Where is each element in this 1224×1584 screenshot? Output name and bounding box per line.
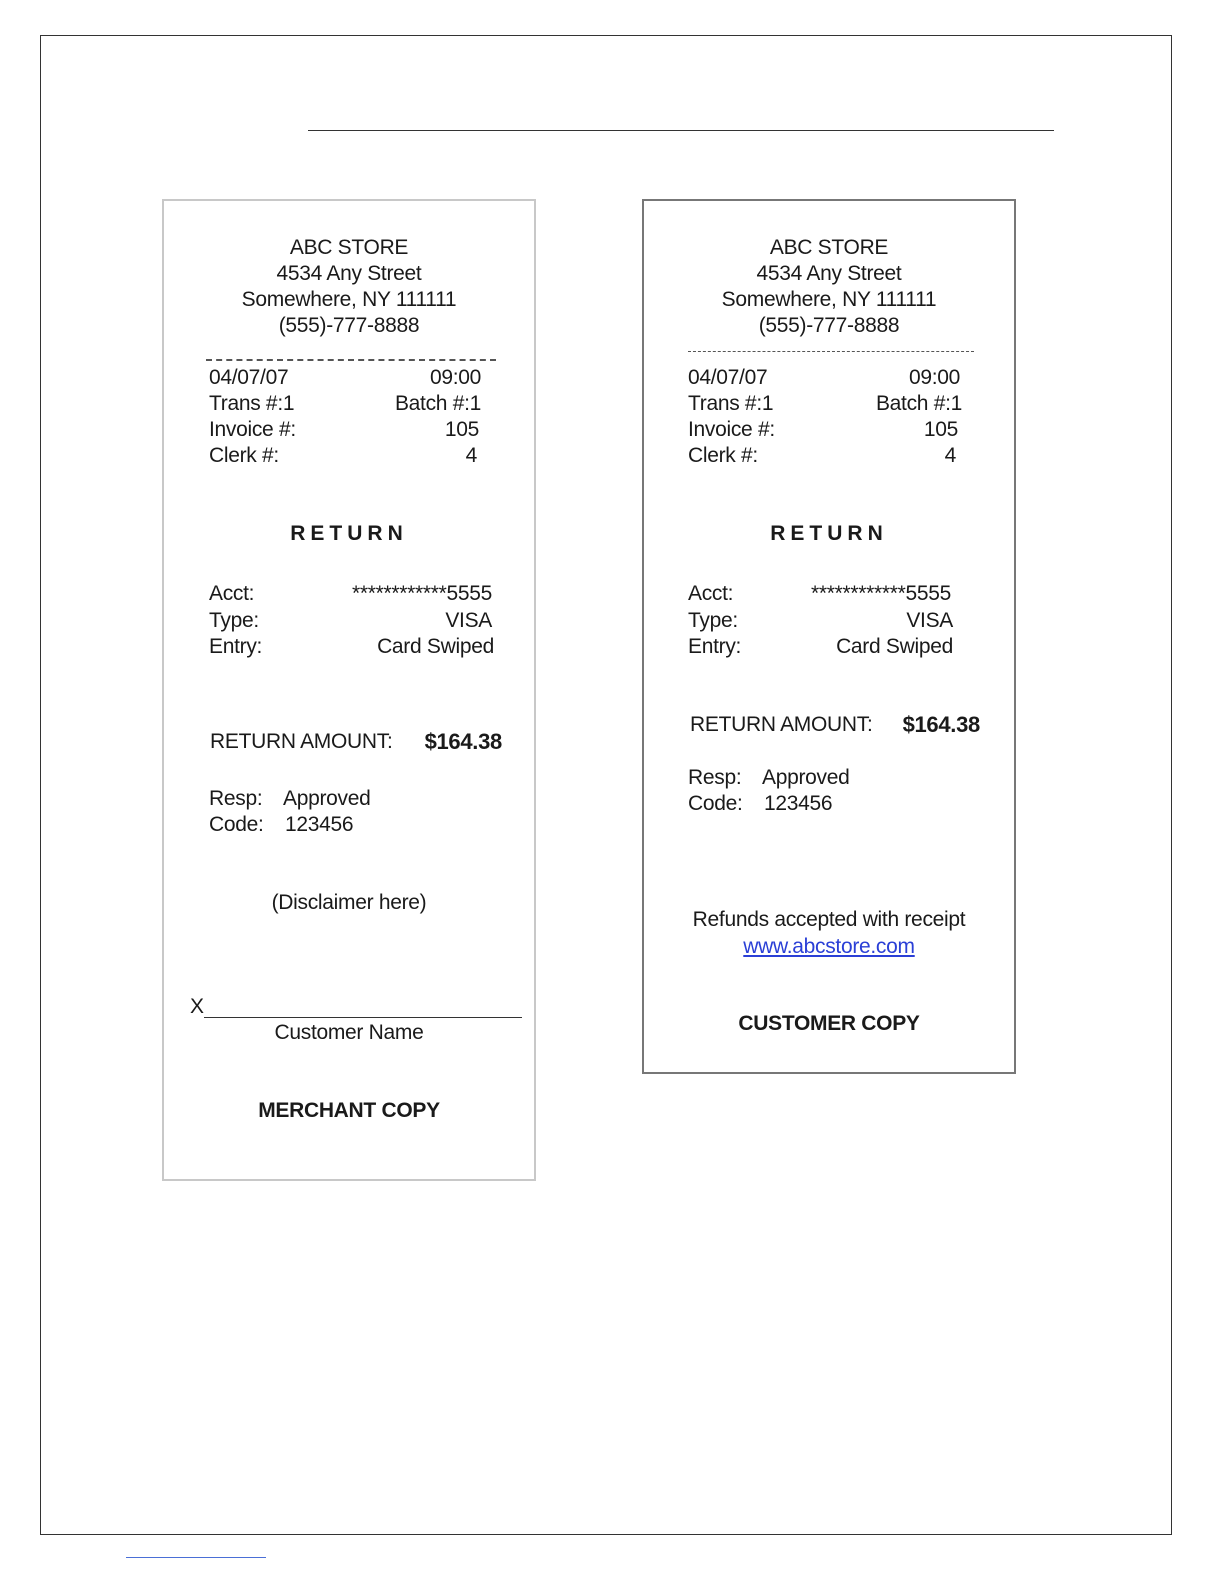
trans-number: Trans #:1 [209,392,295,415]
merchant-copy-label: MERCHANT COPY [258,1099,440,1122]
store-header [644,235,1014,339]
code-label: Code: [209,813,264,836]
clerk-label: Clerk #: [688,444,758,467]
code-label: Code: [688,792,743,815]
acct-value: ************5555 [811,582,951,605]
website-link-wrap [644,934,1014,960]
acct-value: ************5555 [352,582,492,605]
invoice-label: Invoice #: [209,418,296,441]
type-value: VISA [445,609,492,632]
trans-number: Trans #:1 [688,392,774,415]
type-value: VISA [906,609,953,632]
clerk-label: Clerk #: [209,444,279,467]
clerk-value: 4 [944,444,956,467]
acct-row [688,581,951,607]
store-city: Somewhere, NY 111111 [721,288,937,311]
type-label: Type: [209,609,259,632]
code-value: 123456 [764,792,833,815]
entry-value: Card Swiped [836,635,953,658]
dashed-divider [688,351,974,352]
customer-copy-label: CUSTOMER COPY [738,1012,920,1035]
disclaimer-text: (Disclaimer here) [271,891,427,914]
return-amount-label: RETURN AMOUNT: [690,713,873,736]
invoice-value: 105 [444,418,479,441]
resp-row [688,765,888,791]
store-phone: (555)-777-8888 [278,314,420,337]
signature-x: X [190,995,204,1018]
resp-row [209,786,409,812]
resp-label: Resp: [209,787,263,810]
return-amount-label: RETURN AMOUNT: [210,730,393,753]
invoice-value: 105 [923,418,958,441]
store-header [164,235,534,339]
dashed-divider [206,359,496,361]
store-name: ABC STORE [769,236,889,259]
batch-number: Batch #:1 [875,392,962,415]
acct-row [209,581,492,607]
resp-value: Approved [283,787,371,810]
date-time-row [688,365,960,391]
return-amount-value: $164.38 [424,729,502,754]
footnote-link-underline [126,1557,266,1558]
return-amount-row [210,729,502,755]
invoice-row [688,417,958,443]
date-value: 04/07/07 [688,366,768,389]
title-underline [308,130,1054,131]
trans-batch-row [688,391,962,417]
entry-row [209,634,494,660]
entry-label: Entry: [688,635,742,658]
date-value: 04/07/07 [209,366,289,389]
clerk-value: 4 [465,444,477,467]
entry-value: Card Swiped [377,635,494,658]
time-value: 09:00 [429,366,481,389]
store-name: ABC STORE [289,236,409,259]
date-time-row [209,365,481,391]
store-city: Somewhere, NY 111111 [241,288,457,311]
merchant-receipt [162,199,536,1181]
clerk-row [688,443,956,469]
card-type-row [209,608,492,634]
invoice-row [209,417,479,443]
return-amount-value: $164.38 [902,712,980,737]
signature-line [204,1017,522,1018]
return-title: RETURN [290,522,408,545]
website-link[interactable]: www.abcstore.com [743,935,915,958]
return-amount-row [690,712,980,738]
time-value: 09:00 [908,366,960,389]
acct-label: Acct: [209,582,255,605]
signature-caption: Customer Name [274,1021,424,1044]
invoice-label: Invoice #: [688,418,775,441]
card-type-row [688,608,953,634]
store-phone: (555)-777-8888 [758,314,900,337]
code-row [688,791,888,817]
resp-label: Resp: [688,766,742,789]
entry-row [688,634,953,660]
acct-label: Acct: [688,582,734,605]
batch-number: Batch #:1 [394,392,481,415]
return-title: RETURN [770,522,888,545]
clerk-row [209,443,477,469]
customer-receipt [642,199,1016,1074]
resp-value: Approved [762,766,850,789]
code-row [209,812,409,838]
code-value: 123456 [285,813,354,836]
refund-note: Refunds accepted with receipt [692,908,966,931]
store-street: 4534 Any Street [276,262,422,285]
type-label: Type: [688,609,738,632]
entry-label: Entry: [209,635,263,658]
trans-batch-row [209,391,481,417]
store-street: 4534 Any Street [756,262,902,285]
